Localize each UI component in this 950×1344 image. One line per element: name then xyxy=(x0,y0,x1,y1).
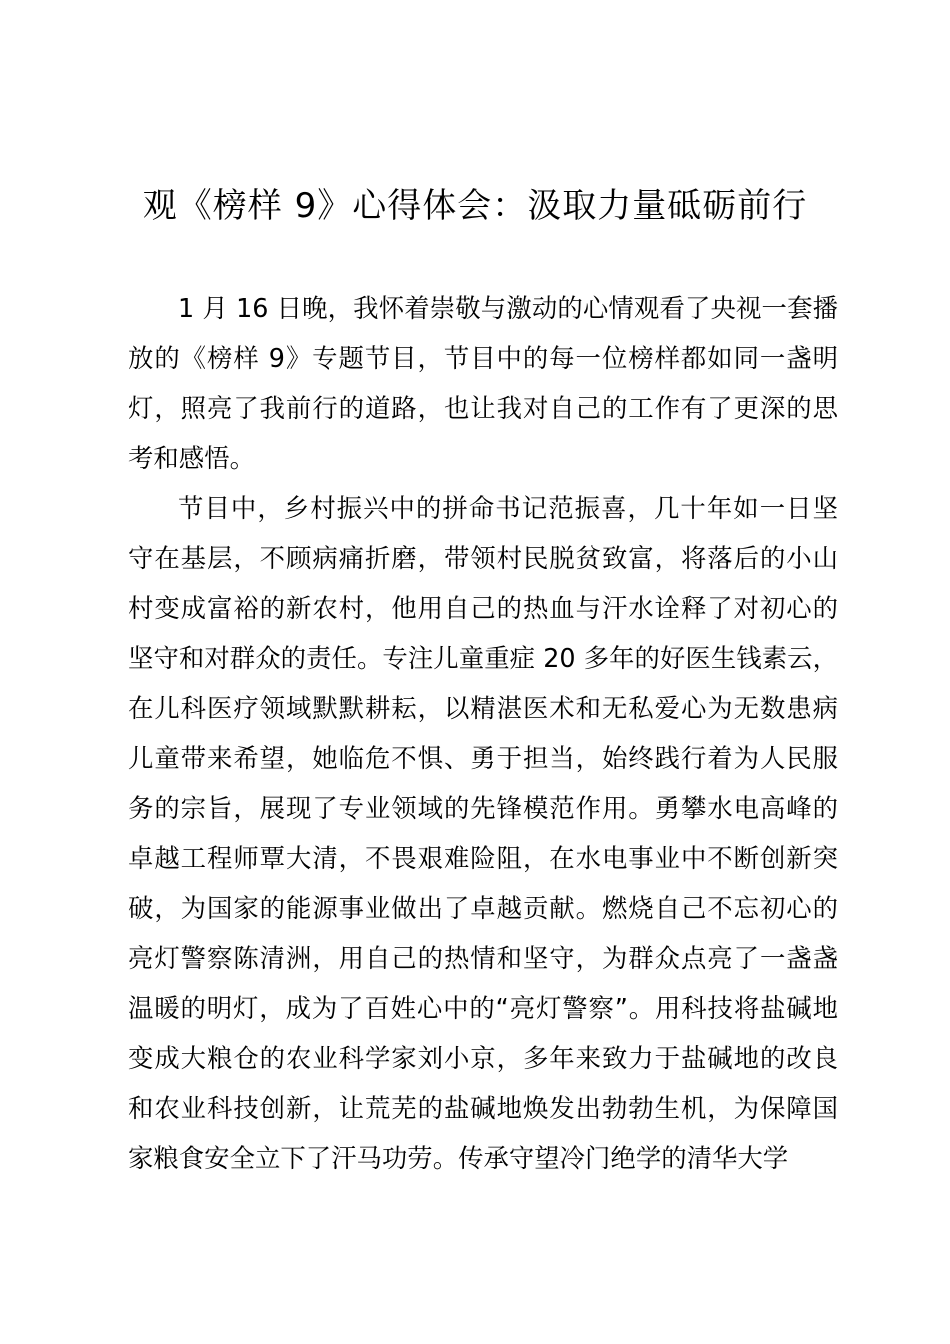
paragraph-2: 节目中，乡村振兴中的拼命书记范振喜，几十年如一日坚守在基层，不顾病痛折磨，带领村民脱贫致富，将落后的小山村变成富裕的新农村，他用自己的热血与汗水诠释了对初心的坚守和对群众的责任。专注儿童重症 20 多年的好医生钱素云，在儿科医疗领域默默耕耘，以精湛医术和无私爱心为无数患病儿童带来希望，她临危不惧、勇于担当，始终践行着为人民服务的宗旨，展现了专业领域的先锋模范作用。勇攀水电高峰的卓越工程师覃大清，不畏艰难险阻，在水电事业中不断创新突破，为国家的能源事业做出了卓越贡献。燃烧自己不忘初心的亮灯警察陈清洲，用自己的热情和坚守，为群众点亮了一盏盏温暖的明灯，成为了百姓心中的“亮灯警察”。用科技将盐碱地变成大粮仓的农业科学家刘小京，多年来致力于盐碱地的改良和农业科技创新，让荒芜的盐碱地焕发出勃勃生机，为保障国家粮食安全立下了汗马功劳。传承守望冷门绝学的清华大学 xyxy=(128,493,838,1173)
document-title: 观《榜样 9》心得体会：汲取力量砥砺前行 xyxy=(142,186,808,226)
paragraph-1: 1 月 16 日晚，我怀着崇敬与激动的心情观看了央视一套播放的《榜样 9》专题节目，节目中的每一位榜样都如同一盏明灯，照亮了我前行的道路，也让我对自己的工作有了更深的思考和感悟。 xyxy=(128,293,838,473)
document-body xyxy=(128,283,838,1183)
